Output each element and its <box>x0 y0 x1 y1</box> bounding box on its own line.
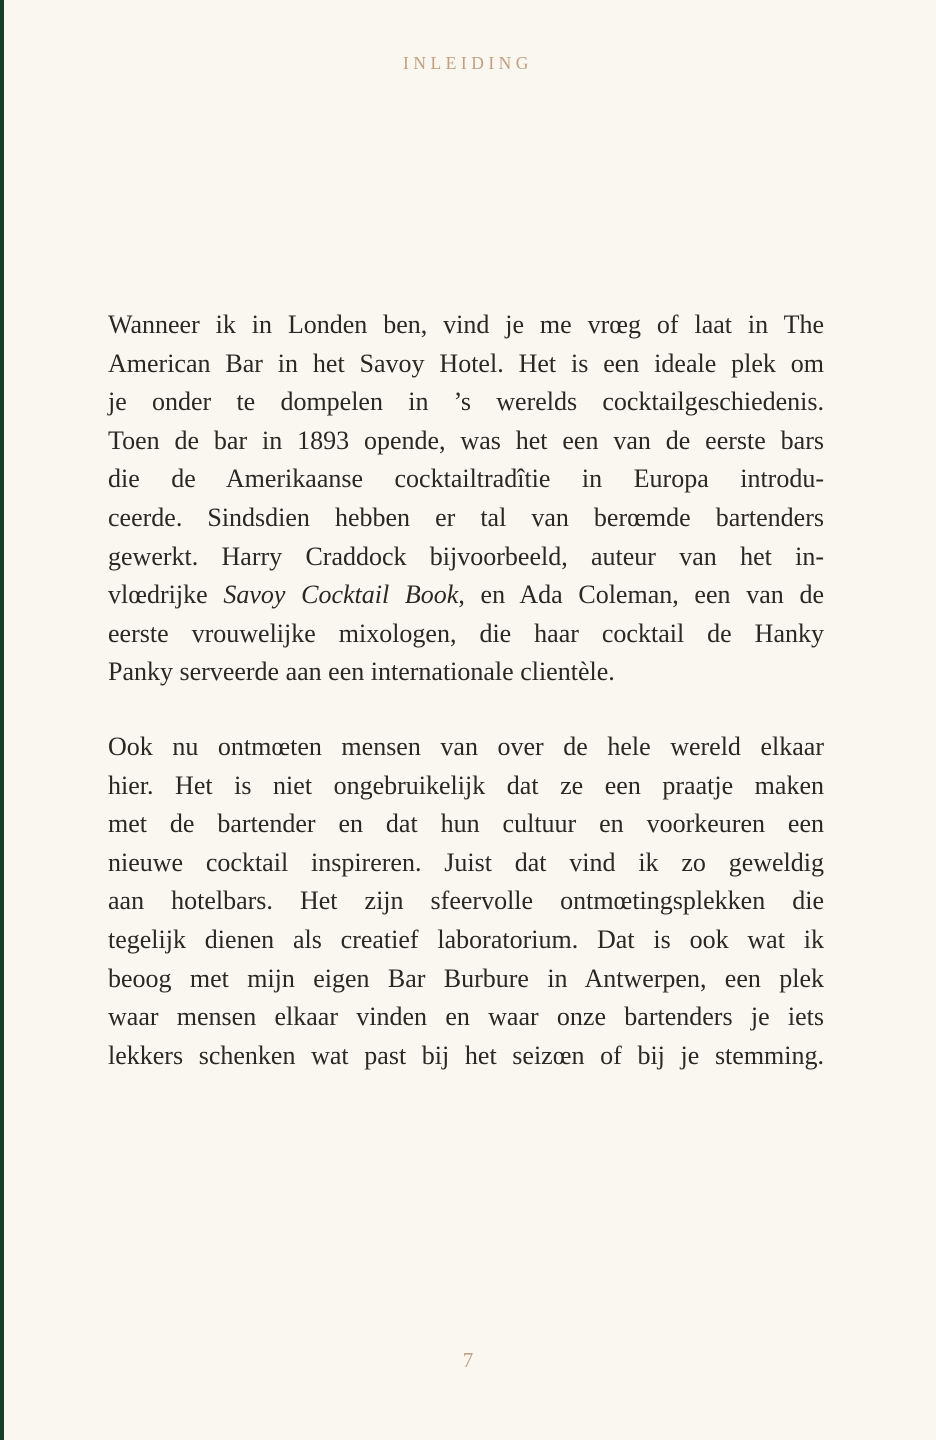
text-line: aan hotelbars. Het zijn sfeervolle ontmœtingsplekken die <box>108 886 824 916</box>
text-line: tegelijk dienen als creatief laboratorium. Dat is ook wat ik <box>108 924 824 954</box>
text-line: met de bartender en dat hun cultuur en voorkeuren een <box>108 809 824 839</box>
text-line: Toen de bar in 1893 opende, was het een van de eerste bars <box>108 425 824 455</box>
paragraph-2 <box>108 728 824 1075</box>
text-segment: vlœdrijke <box>108 580 224 610</box>
text-line: die de Amerikaanse cocktailtradîtie in Europa introdu- <box>108 464 824 494</box>
text-line: waar mensen elkaar vinden en waar onze bartenders je iets <box>108 1002 824 1032</box>
text-line: gewerkt. Harry Craddock bijvoorbeeld, auteur van het in- <box>108 541 824 571</box>
text-line: Wanneer ik in Londen ben, vind je me vrœg of laat in The <box>108 310 824 339</box>
text-line: Panky serveerde aan een internationale clientèle. <box>108 657 615 687</box>
book-spine-edge <box>0 0 4 1440</box>
text-line: hier. Het is niet ongebruikelijk dat ze een praatje maken <box>108 770 824 800</box>
text-line: American Bar in het Savoy Hotel. Het is een ideale plek om <box>108 348 824 378</box>
body-text-block <box>108 306 824 1075</box>
text-line-with-book-title <box>108 576 824 615</box>
text-line: Ook nu ontmœten mensen van over de hele wereld elkaar <box>108 731 824 761</box>
text-line: ceerde. Sindsdien hebben er tal van berœmde bartenders <box>108 502 824 532</box>
book-title-italic: Savoy Cocktail Book <box>223 580 459 610</box>
text-line: beoog met mijn eigen Bar Burbure in Antwerpen, een plek <box>108 963 824 993</box>
text-segment: , en Ada Coleman, een van de <box>458 580 824 610</box>
page-number: 7 <box>462 1348 474 1372</box>
paragraph-1 <box>108 306 824 692</box>
text-line: je onder te dompelen in ’s werelds cocktailgeschiedenis. <box>108 387 824 417</box>
text-line: lekkers schenken wat past bij het seizœn of bij je stemming. <box>108 1040 824 1070</box>
text-line: eerste vrouwelijke mixologen, die haar cocktail de Hanky <box>108 618 824 648</box>
chapter-running-head: INLEIDING <box>403 53 533 73</box>
text-line: nieuwe cocktail inspireren. Juist dat vind ik zo geweldig <box>108 847 824 877</box>
